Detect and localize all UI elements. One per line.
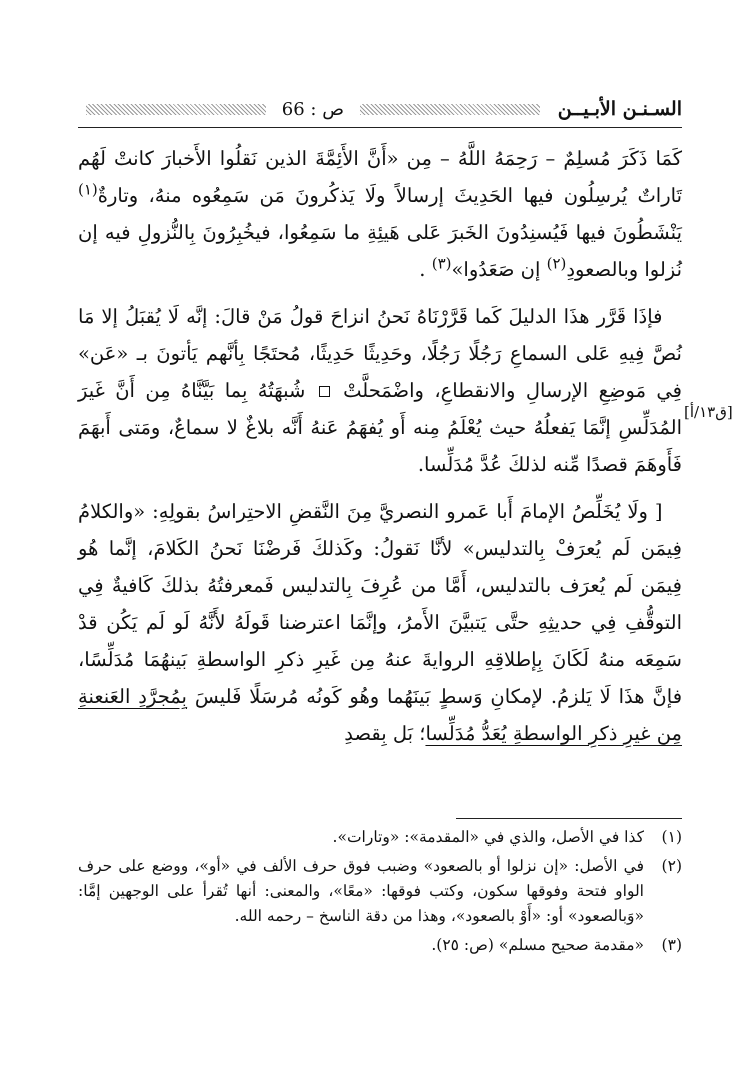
footnote-divider [456,818,682,819]
main-text [78,140,682,752]
paragraph-2-text-b: شُبهَتُهُ بِما بَيَّنَّاهُ مِن أَنَّ غَيرَ المُدَلِّسِ إنَّمَا يَفعلُهُ حيث يُعْلَمُ مِنه أَو يُفهَمُ عَنهُ أَنَّه بلاغٌ لا سماعٌ، ومَتى أَبهَمَ فَأَوهَمَ قصدًا مِّنه لذلكَ عُدَّ مُدَلِّسا. [78,379,682,476]
manuscript-folio-note: [ق١٣/أ] [684,403,733,421]
header-divider [78,127,682,128]
header-ornament-left [86,104,266,115]
footnote-number: (١) [661,828,682,846]
footnote-text: في الأصل: «إن نزلوا أو بالصعود» وضبب فوق حرف الألف في «أو»، ووضع على حرف الواو فتحة وفوقها سكون، وكتب فوقها: «معًا»، والمعنى: أنها تُقرأ على الوجهين إمَّا: «وَبالصعود» أو: «أَوْ بالصعود»، وهذا من دقة الناسخ – رحمه الله. [78,857,644,925]
paragraph-3-text-a: [ ولَا يُخَلِّصُ الإمامَ أَبا عَمرو النصريَّ مِنَ النَّقضِ الاحتِراسُ بقولِهِ: «والكلامُ فِيمَن لَم يُعرَفْ بِالتدليس» لأنَّا نَقولُ: وكَذلكَ فَرضْنَا نَحنُ الكَلامَ، إنَّما هُو فِيمَن لَم يُعرَف بالتدليس، أَمَّا من عُرِفَ بِالتدليس فَمعرفتُهُ بذلكَ كَافيةٌ فِي التوقُّفِ فِي حديثِهِ حتَّى يَتبيَّنَ الأَمرُ، وإنَّمَا اعترضنا قَولَهُ لأَنَّهُ لَو لَم يَكُن قدْ سَمِعَه منهُ لَكَانَ بِإطلاقِهِ الروايةَ عنهُ مِن غَيرِ ذكرِ الواسطةِ بَينهُمَا مُدَلِّسًا، فإنَّ هذَا لَا يَلزمُ. لإمكانِ وَسطٍ بَينَهُما وهُو كَونُه مُرسَلًا فَليسَ [78,500,683,708]
footnote-ref-1: (١) [78,180,98,199]
footnote-ref-3: (٣) [431,254,452,273]
paragraph-1-text-d: . [419,258,426,281]
running-header [78,94,682,124]
footnotes [78,825,682,962]
header-ornament-right [360,104,540,115]
paragraph-1-text-a: كَمَا ذَكَرَ مُسلِمٌ – رَحِمَهُ اللَّهُ – مِن «أَنَّ الأَئِمَّةَ الذين نَقلُوا الأَخبارَ كانتْ لَهُم تَاراتٌ يُرسِلُون فيها الحَدِيثَ إرسالاً ولَا يَذكُرونَ مَن سَمِعُوه منهُ، وتارةٌ [78,147,682,207]
paragraph-1-text-b: يَنْشَطُونَ فيها فَيُسنِدُونَ الخَبرَ عَلى هَيئِةِ ما سَمِعُوا، فيخُبِرُونَ بِالنُّزولِ فيه إن نُزلوا وبالصعودِ [78,221,682,281]
footnote-3 [78,933,682,958]
footnote-number: (٣) [661,936,682,954]
page-label: ص : [310,98,344,120]
paragraph-3 [78,493,682,752]
footnote-ref-2: (٢) [546,254,567,273]
paragraph-1 [78,140,682,288]
paragraph-3-underlined-text: بِمُجرَّدِ العَنعنةِ مِن غيرِ ذكرِ الواسطةِ يُعَدُّ مُدَلِّسا [78,685,682,745]
footnote-number: (٢) [661,857,682,875]
paragraph-2 [78,298,682,483]
page-number: 66 [281,98,305,120]
footnote-text: كذا في الأصل، والذي في «المقدمة»: «وتارات». [332,828,644,846]
footnote-2 [78,854,682,929]
footnote-1 [78,825,682,850]
paragraph-2-text-a: فإذَا قَرَّر هذَا الدليلَ كَما قَرَّرْنَاهُ نَحنُ انزاحَ قولُ مَنْ قالَ: إنَّه لَا يُقبَلُ إلا مَا نُصَّ فِيهِ عَلى السماعِ رَجُلًا رَجُلًا، وحَدِيثًا حَدِيثًا، مُحتَجًا بِأنَّهم يَأتونَ بـ «عَن» فِي مَوضِعِ الإرسالِ والانقطاعِ، واضْمَحلَّتْ [78,305,683,402]
folio-marker [319,386,330,397]
book-title: السـنـن الأبـيــن [557,98,682,120]
footnote-text: «مقدمة صحيح مسلم» (ص: ٢٥). [431,936,644,954]
page-number-label [274,99,352,120]
paragraph-3-text-c: ؛ بَل بِقصدِ [344,722,426,745]
paragraph-1-text-c: إن صَعَدُوا» [451,258,541,281]
